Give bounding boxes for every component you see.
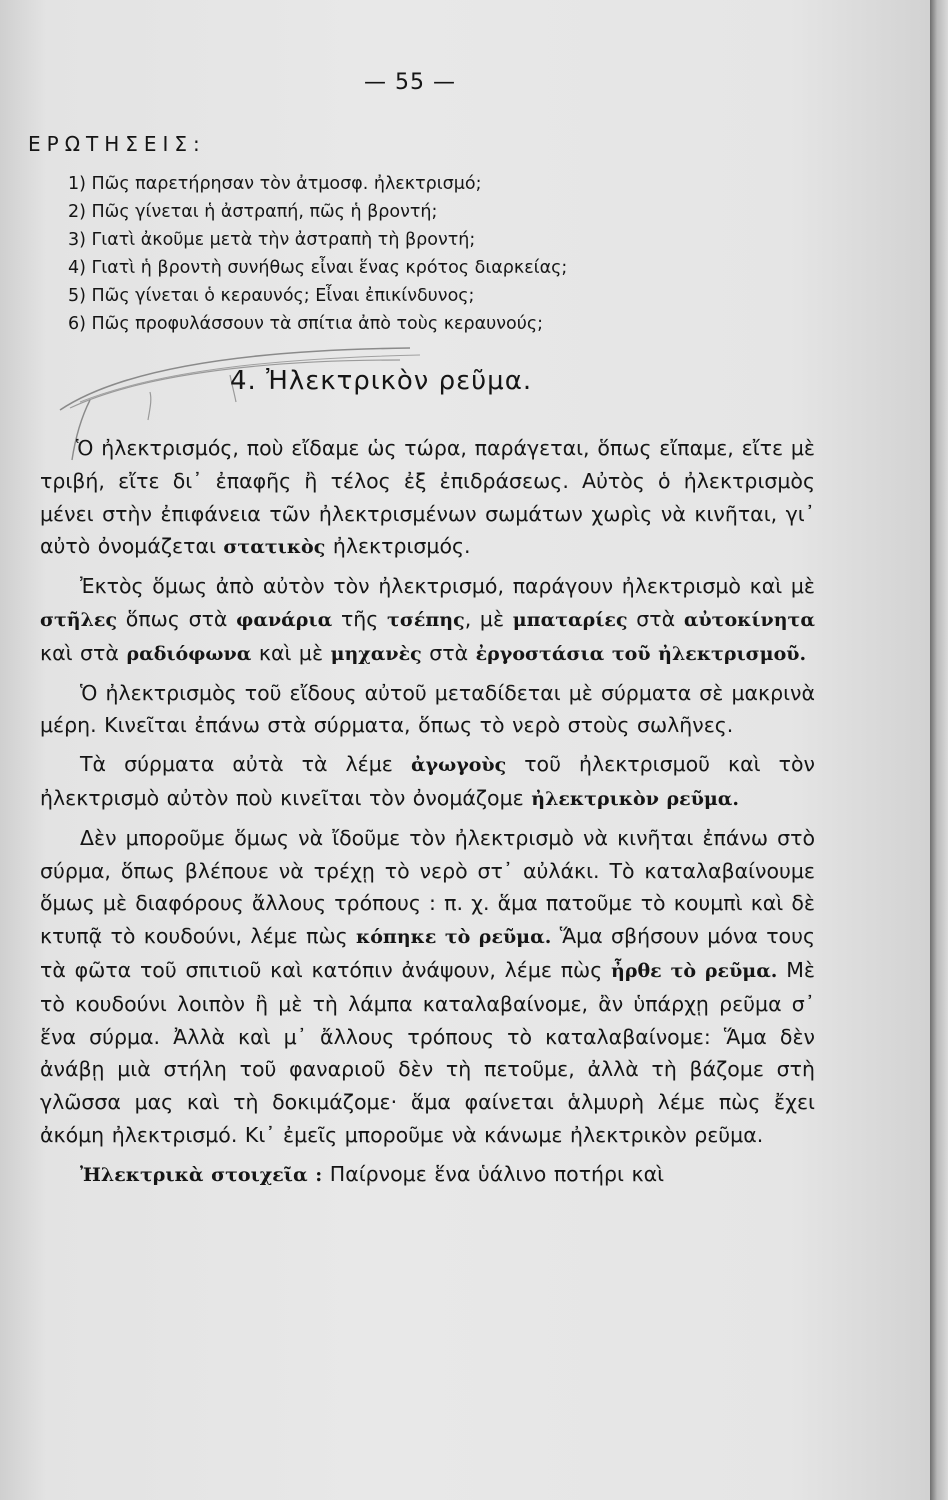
paragraph-1: Ὁ ἠλεκτρισμός, ποὺ εἴδαμε ὡς τώρα, παράγεται, ὅπως εἴπαμε, εἴτε μὲ τριβή, εἴτε δι᾽ ἐπαφῆς ἢ τέλος ἐξ ἐπιδράσεως. Αὐτὸς ὁ ἠλεκτρισμὸς μένει στὴν ἐπιφάνεια τῶν ἠλεκτρισμένων σωμάτων χωρὶς νὰ κινῆται, γι᾽ αὐτὸ ὀνομάζεται στατικὸς ἠλεκτρισμός. (40, 436, 815, 559)
questions-title: ΕΡΩΤΗΣΕΙΣ: (28, 132, 206, 156)
paragraph-5: Δὲν μποροῦμε ὅμως νὰ ἴδοῦμε τὸν ἠλεκτρισμὸ νὰ κινῆται ἐπάνω στὸ σύρμα, ὅπως βλέπουε νὰ τρέχῃ τὸ νερὸ στ᾽ αὐλάκι. Τὸ καταλαβαίνουμε ὅμως μὲ διαφόρους ἄλλους τρόπους : π. χ. ἅμα πατοῦμε τὸ κουμπὶ καὶ δὲ κτυπᾷ τὸ κουδούνι, λέμε πὼς κόπηκε τὸ ρεῦμα. Ἅμα σβήσουν μόνα τους τὰ φῶτα τοῦ σπιτιοῦ καὶ κατόπιν ἀνάψουν, λέμε πὼς ἦρθε τὸ ρεῦμα. Μὲ τὸ κουδούνι λοιπὸν ἢ μὲ τὴ λάμπα καταλαβαίνομε, ἂν ὑπάρχῃ ρεῦμα σ᾽ ἕνα σύρμα. Ἀλλὰ καὶ μ᾽ ἄλλους τρόπους τὸ καταλαβαίνομε: Ἅμα δὲν ἀνάβῃ μιὰ στήλη τοῦ φαναριοῦ δὲν τὴ πετοῦμε, ἀλλὰ τὴ βάζομε στὴ γλῶσσα μας καὶ τὴ δοκιμάζομε· ἅμα φαίνεται ἁλμυρὴ λέμε πὼς ἔχει ἀκόμη ἠλεκτρισμό. Κι᾽ ἐμεῖς μποροῦμε νὰ κάνωμε ἠλεκτρικὸν ρεῦμα. (40, 825, 815, 1147)
question-item: 4) Γιατὶ ἡ βροντὴ συνήθως εἶναι ἕνας κρότος διαρκείας; (68, 258, 568, 278)
questions-list (68, 170, 567, 338)
paragraph-2: Ἐκτὸς ὅμως ἀπὸ αὐτὸν τὸν ἠλεκτρισμό, παράγουν ἠλεκτρισμὸ καὶ μὲ στῆλες ὅπως στὰ φανάρια τῆς τσέπης, μὲ μπαταρίες στὰ αὐτοκίνητα καὶ στὰ ραδιόφωνα καὶ μὲ μηχανὲς στὰ ἐργοστάσια τοῦ ἠλεκτρισμοῦ. (40, 574, 815, 665)
question-item: 5) Πῶς γίνεται ὁ κεραυνός; Εἶναι ἐπικίνδυνος; (68, 286, 475, 306)
question-item: 6) Πῶς προφυλάσσουν τὰ σπίτια ἀπὸ τοὺς κεραυνούς; (68, 314, 544, 334)
section-heading: 4. Ἠλεκτρικὸν ρεῦμα. (230, 366, 533, 396)
body-text (40, 432, 815, 1198)
question-item: 2) Πῶς γίνεται ἡ ἀστραπή, πῶς ἡ βροντή; (68, 202, 438, 222)
paragraph-4: Τὰ σύρματα αὐτὰ τὰ λέμε ἀγωγοὺς τοῦ ἠλεκτρισμοῦ καὶ τὸν ἠλεκτρισμὸ αὐτὸν ποὺ κινεῖται τὸν ὀνομάζομε ἠλεκτρικὸν ρεῦμα. (40, 752, 815, 810)
question-item: 3) Γιατὶ ἀκοῦμε μετὰ τὴν ἀστραπὴ τὴ βροντή; (68, 230, 476, 250)
page-number: — 55 — (364, 70, 456, 95)
question-item: 1) Πῶς παρετήρησαν τὸν ἀτμοσφ. ἠλεκτρισμό; (68, 174, 482, 194)
page-edge-shadow (930, 0, 948, 1500)
paragraph-6: Ἠλεκτρικὰ στοιχεῖα : Παίρνομε ἕνα ὑάλινο ποτήρι καὶ (80, 1161, 665, 1186)
paragraph-3: Ὁ ἠλεκτρισμὸς τοῦ εἴδους αὐτοῦ μεταδίδεται μὲ σύρματα σὲ μακρινὰ μέρη. Κινεῖται ἐπάνω στὰ σύρματα, ὅπως τὸ νερὸ στοὺς σωλῆνες. (40, 680, 815, 738)
